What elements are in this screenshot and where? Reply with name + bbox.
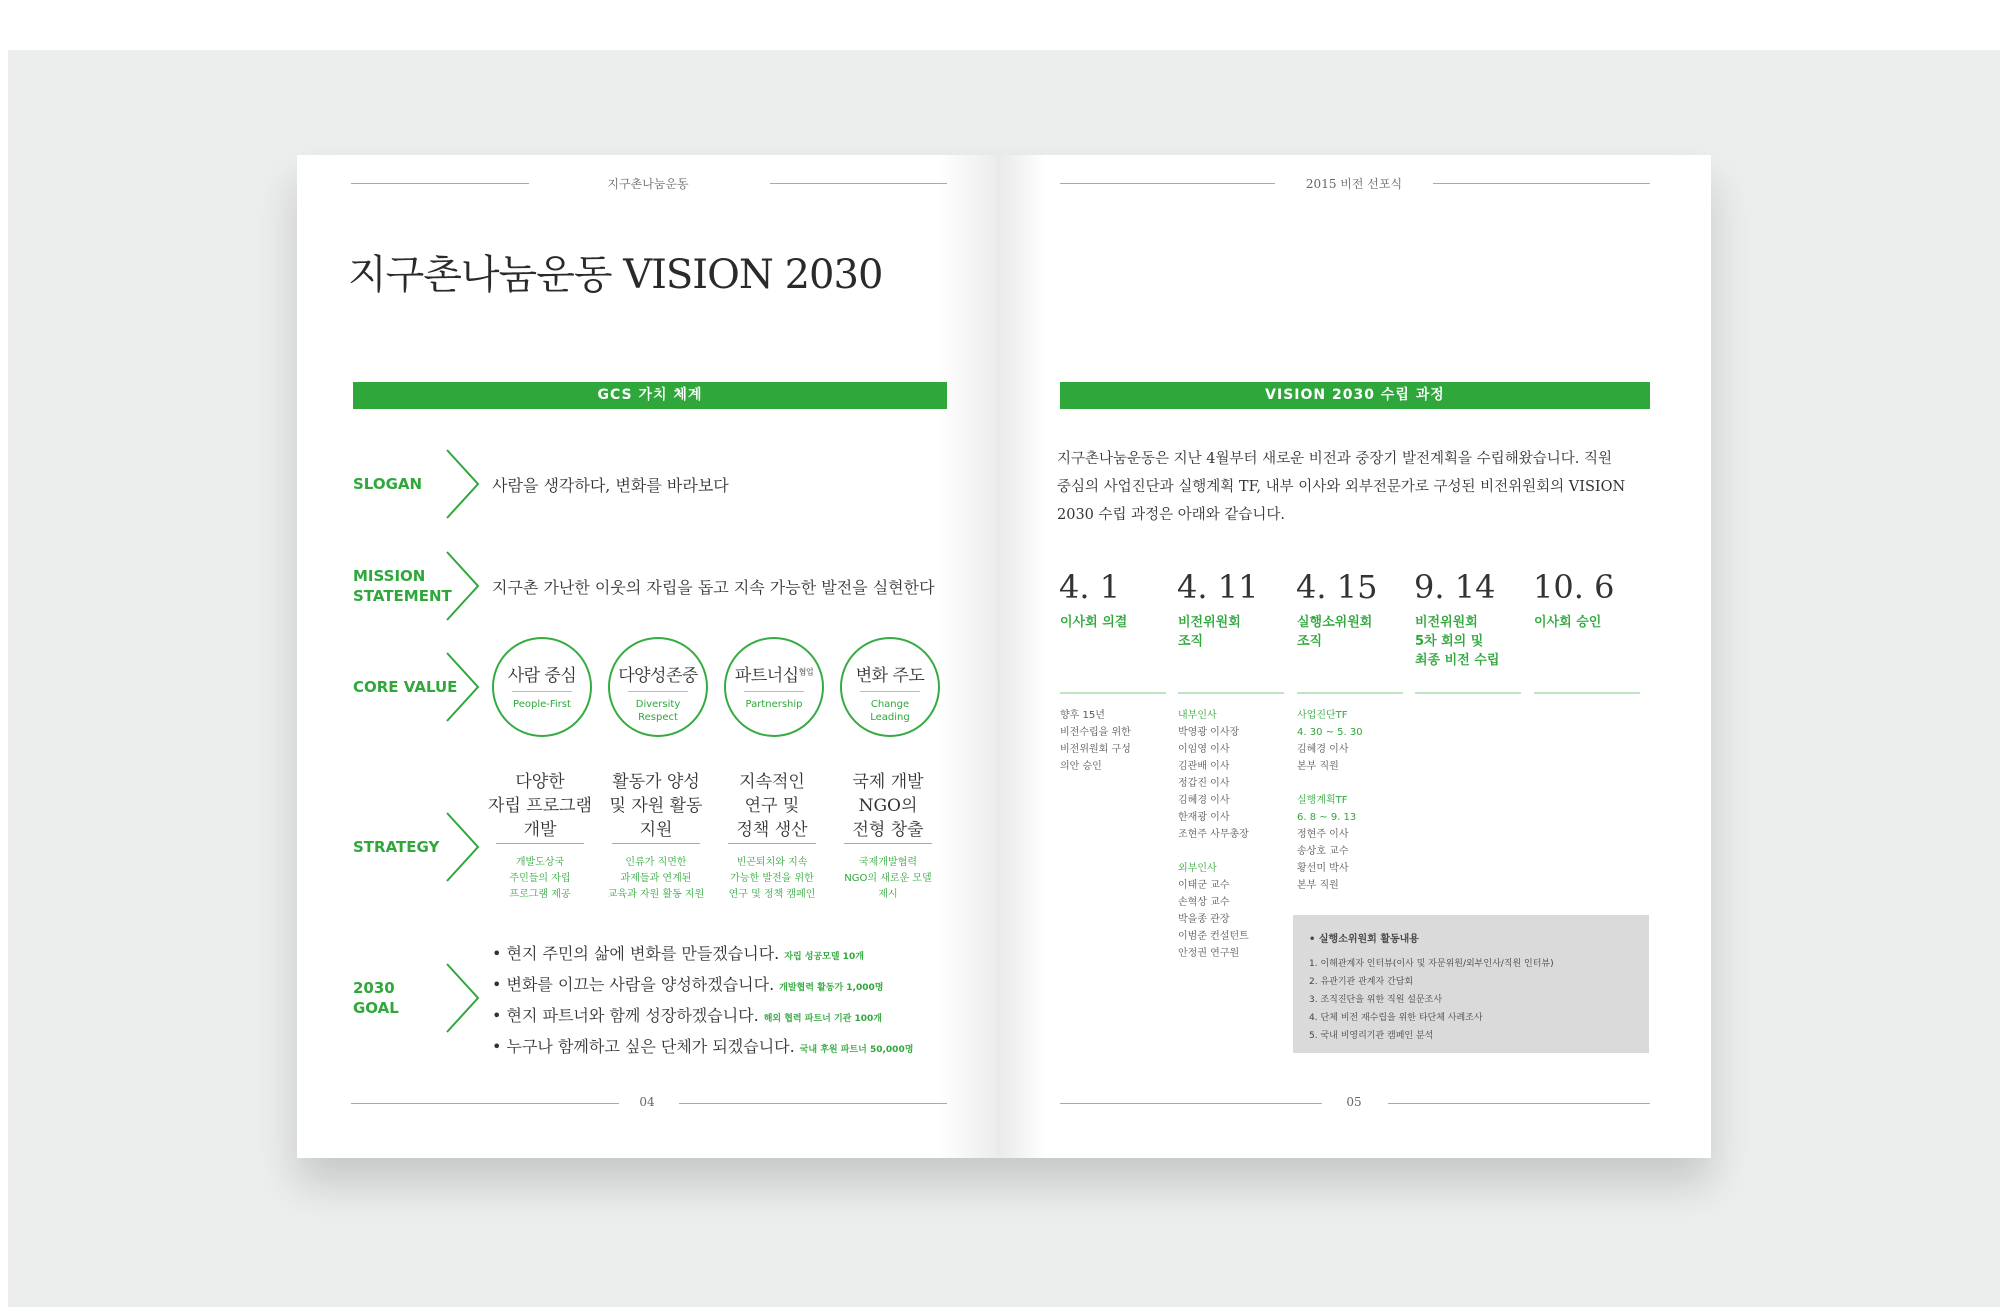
strategy-divider: [496, 843, 584, 844]
activities-title: • 실행소위원회 활동내용: [1309, 934, 1419, 945]
goal-item: • 현지 주민의 삶에 변화를 만들겠습니다. 자립 성공모델 10개: [492, 944, 864, 963]
activity-item: 2. 유관기관 관계자 간담회: [1309, 977, 1414, 987]
brochure-spread: [297, 155, 1711, 1158]
running-head: 지구촌나눔운동: [607, 177, 689, 191]
activities-box: [1293, 915, 1649, 1053]
right-page: [997, 155, 1711, 1158]
goal-label-line-2: GOAL: [353, 999, 399, 1017]
core-value-circle: [840, 637, 940, 737]
activity-item: 5. 국내 비영리기관 캠페인 분석: [1309, 1031, 1434, 1041]
timeline-detail: 향후 15년 비전수립을 위한 비전위원회 구성 의안 승인: [1060, 710, 1131, 772]
activity-item: 4. 단체 비전 재수립을 위한 타단체 사례조사: [1309, 1013, 1483, 1023]
timeline-date: 4. 1: [1059, 568, 1121, 606]
mission-label-line-2: STATEMENT: [353, 587, 452, 605]
strategy-divider: [844, 843, 932, 844]
footer-rule-left: [1060, 1103, 1322, 1104]
goal-item: • 현지 파트너와 함께 성장하겠습니다. 해외 협력 파트너 기관 100개: [492, 1006, 882, 1025]
timeline-divider: [1415, 692, 1521, 694]
timeline-date: 4. 11: [1177, 568, 1259, 606]
timeline-label: 비전위원회 5차 회의 및 최종 비전 수립: [1415, 615, 1500, 668]
page-number: 05: [1346, 1095, 1362, 1109]
intro-paragraph: 지구촌나눔운동은 지난 4월부터 새로운 비전과 중장기 발전계획을 수립해왔습니다. 직원 중심의 사업진단과 실행계획 TF, 내부 이사와 외부전문가로 구성된 비전위원회의 VISION 2030 수립 과정은 아래와 같습니다.: [1057, 451, 1626, 523]
timeline-date: 4. 15: [1296, 568, 1378, 606]
timeline-date: 10. 6: [1533, 568, 1615, 606]
timeline-label: 실행소위원회 조직: [1297, 615, 1373, 649]
timeline-divider: [1060, 692, 1166, 694]
section-bar: GCS 가치 체계: [353, 382, 947, 409]
core-value-ko: 변화 주도: [855, 666, 925, 686]
core-value-circle: [492, 637, 592, 737]
running-head: 2015 비전 선포식: [1305, 177, 1403, 191]
activity-item: 1. 이해관계자 인터뷰(이사 및 자문위원/외부인사/직원 인터뷰): [1309, 959, 1554, 969]
core-value-en: Change Leading: [860, 691, 920, 724]
timeline-label: 이사회 의결: [1060, 615, 1128, 630]
goal-item: • 누구나 함께하고 싶은 단체가 되겠습니다. 국내 후원 파트너 50,000명: [492, 1037, 914, 1056]
timeline-detail: 사업진단TF 4. 30 ~ 5. 30 김혜경 이사 본부 직원 실행계획TF 6. 8 ~ 9. 13 정현주 이사 송상호 교수 황선미 박사 본부 직원: [1297, 710, 1363, 891]
strategy-label: STRATEGY: [353, 838, 440, 856]
footer-rule-right: [679, 1103, 947, 1104]
strategy-detail: 인류가 직면한 과제들과 연계된 교육과 자원 활동 지원: [607, 857, 705, 900]
mission-text: 지구촌 가난한 이웃의 자립을 돕고 지속 가능한 발전을 실현한다: [492, 578, 935, 597]
footer-rule-right: [1388, 1103, 1650, 1104]
page-number: 04: [639, 1095, 655, 1109]
goal-item: • 변화를 이끄는 사람을 양성하겠습니다. 개발협력 활동가 1,000명: [492, 975, 884, 994]
core-value-label: CORE VALUE: [353, 678, 458, 696]
header-rule-right: [770, 183, 947, 184]
footer-rule-left: [351, 1103, 619, 1104]
section-bar: VISION 2030 수립 과정: [1060, 382, 1650, 409]
slogan-text: 사람을 생각하다, 변화를 바라보다: [492, 476, 729, 495]
core-value-en: Partnership: [744, 691, 804, 711]
timeline-divider: [1297, 692, 1403, 694]
timeline-divider: [1534, 692, 1640, 694]
activity-item: 3. 조직진단을 위한 직원 설문조사: [1309, 995, 1443, 1005]
goal-label: [353, 978, 399, 1018]
timeline-label: 이사회 승인: [1534, 615, 1602, 630]
core-value-en: Diversity Respect: [628, 691, 688, 724]
strategy-item: 지속적인 연구 및 정책 생산: [736, 772, 808, 840]
timeline-divider: [1178, 692, 1284, 694]
chevron-right-icon: [445, 448, 481, 520]
core-value-circle: [724, 637, 824, 737]
goal-label-line-1: 2030: [353, 979, 395, 997]
header-rule-right: [1433, 183, 1650, 184]
core-value-ko: 사람 중심: [507, 666, 577, 686]
page-title: 지구촌나눔운동 VISION 2030: [348, 252, 883, 298]
strategy-detail: 빈곤퇴치와 지속 가능한 발전을 위한 연구 및 정책 캠페인: [728, 857, 816, 900]
core-value-ko: 다양성존중: [618, 666, 698, 686]
header-rule-left: [351, 183, 529, 184]
core-value-circle: [608, 637, 708, 737]
header-rule-left: [1060, 183, 1275, 184]
mission-label-line-1: MISSION: [353, 567, 426, 585]
core-value-en: People-First: [512, 691, 572, 711]
strategy-item: 국제 개발 NGO의 전형 창출: [852, 772, 924, 840]
strategy-detail: 국제개발협력 NGO의 새로운 모델 제시: [844, 857, 932, 900]
strategy-detail: 개발도상국 주민들의 자립 프로그램 제공: [509, 857, 571, 900]
left-page: [297, 155, 997, 1158]
strategy-divider: [612, 843, 700, 844]
strategy-item: 다양한 자립 프로그램 개발: [488, 772, 592, 840]
strategy-divider: [728, 843, 816, 844]
mission-label: [353, 566, 452, 606]
timeline-label: 비전위원회 조직: [1178, 615, 1241, 649]
timeline-detail: 내부인사 박영광 이사장 이임영 이사 김관배 이사 정갑진 이사 김혜경 이사 한재광 이사 조현주 사무총장 외부인사 이태군 교수 손혁상 교수 박을종 관장 이범준 컨설턴트 안정권 연구원: [1178, 710, 1249, 959]
strategy-item: 활동가 양성 및 자원 활동 지원: [609, 772, 703, 840]
timeline-date: 9. 14: [1414, 568, 1496, 606]
mockup-top-band: [0, 0, 2000, 50]
chevron-right-icon: [445, 651, 481, 723]
chevron-right-icon: [445, 811, 481, 883]
core-value-ko: 파트너십$^{협업}$: [734, 666, 814, 686]
mockup-left-band: [0, 0, 8, 1307]
chevron-right-icon: [445, 962, 481, 1034]
chevron-right-icon: [445, 550, 481, 622]
slogan-label: SLOGAN: [353, 475, 423, 493]
